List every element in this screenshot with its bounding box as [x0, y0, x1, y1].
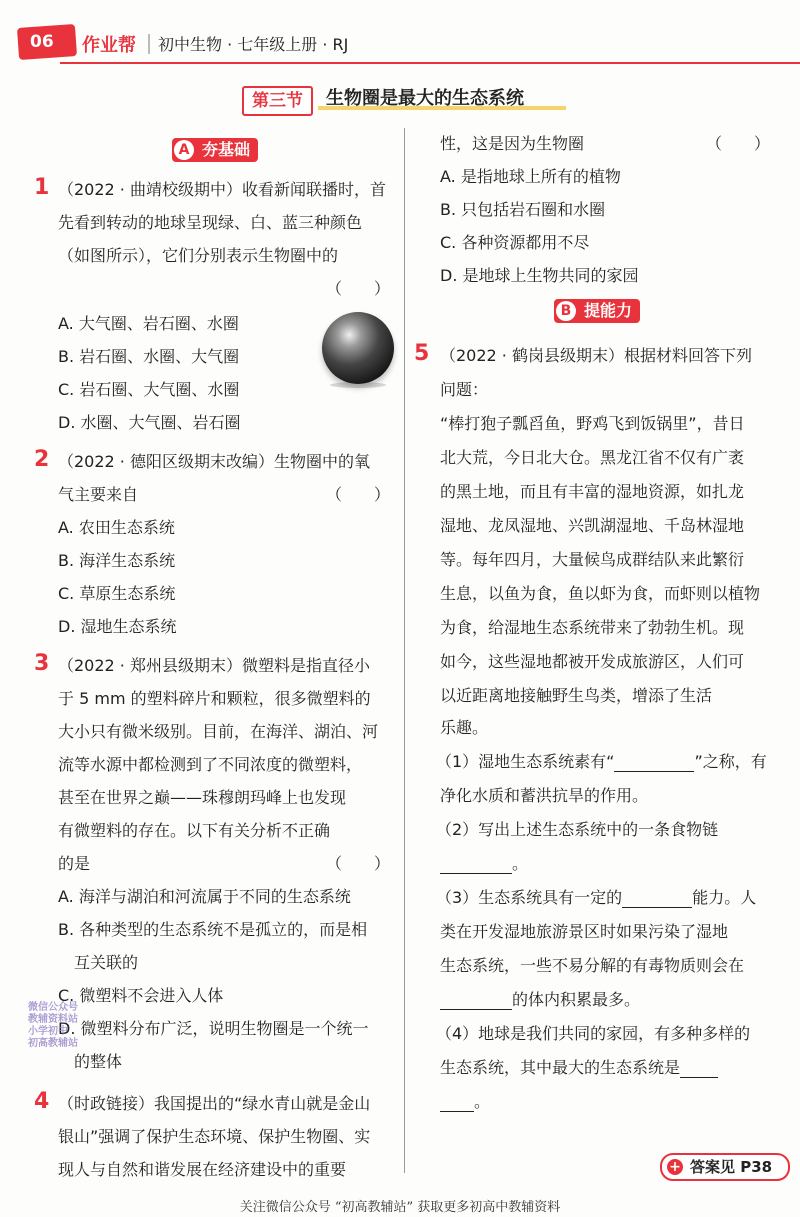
- section-badge: 第三节: [242, 86, 313, 116]
- stamp-line: 初高教辅站: [28, 1038, 78, 1049]
- level-b-label: 提能力: [584, 301, 633, 320]
- sub-4-blank-a[interactable]: [680, 1061, 718, 1078]
- question-1-line: 先看到转动的地球呈现绿、白、蓝三种颜色: [58, 213, 363, 232]
- question-1-option-d[interactable]: D. 水圈、大气圈、岩石圈: [58, 413, 241, 432]
- question-5-sub-1-cont: 净化水质和蓄洪抗旱的作用。: [440, 786, 649, 805]
- question-3-line: 流等水源中都检测到了不同浓度的微塑料，: [58, 755, 363, 774]
- level-b-letter: B: [556, 301, 576, 321]
- question-1-option-b[interactable]: B. 岩石圈、水圈、大气圈: [58, 347, 240, 366]
- question-2-option-b[interactable]: B. 海洋生态系统: [58, 551, 176, 570]
- question-5-line: 等。每年四月，大量候鸟成群结队来此繁衍: [440, 550, 745, 569]
- question-5-sub-1: [436, 752, 767, 772]
- sub-3-blank-1[interactable]: [622, 891, 692, 908]
- question-1-number: 1: [34, 175, 50, 200]
- question-5-line: 湿地、龙凤湿地、兴凯湖湿地、千岛林湿地: [440, 516, 745, 535]
- question-5-sub-4-line-last: [440, 1092, 490, 1112]
- question-5-sub-4-line: [440, 1058, 718, 1078]
- question-3-line: 甚至在世界之巅——珠穆朗玛峰上也发现: [58, 788, 347, 807]
- question-2-line: 气主要来自: [58, 485, 139, 504]
- question-5-line: 如今，这些湿地都被开发成旅游区，人们可: [440, 652, 745, 671]
- earth-image: [322, 312, 394, 384]
- question-3-line: 大小只有微米级别。目前，在海洋、湖泊、河: [58, 722, 379, 741]
- sub-1-text: （1）湿地生态系统素有“: [436, 752, 615, 771]
- question-3-option-d-cont: 的整体: [74, 1052, 123, 1071]
- question-4-line: 现人与自然和谐发展在经济建设中的重要: [58, 1160, 347, 1179]
- question-5-line: 为食，给湿地生态系统带来了勃勃生机。现: [440, 618, 745, 637]
- plus-icon: +: [667, 1159, 683, 1175]
- question-1-line: （如图所示），它们分别表示生物圈中的: [58, 246, 339, 265]
- book-title: 初中生物 · 七年级上册 · RJ: [158, 35, 349, 54]
- sub-1-text-b: ”之称，有: [694, 752, 767, 771]
- answer-reference-label: 答案见 P38: [690, 1158, 773, 1176]
- page-number: 06: [30, 32, 54, 52]
- question-1-option-c[interactable]: C. 岩石圈、大气圈、水圈: [58, 380, 240, 399]
- question-2-option-c[interactable]: C. 草原生态系统: [58, 584, 176, 603]
- section-title: 生物圈是最大的生态系统: [326, 88, 524, 109]
- question-5-sub-3-line-last: [440, 990, 640, 1010]
- header-rule: [60, 62, 800, 64]
- question-1-line: （2022 · 曲靖校级期中）收看新闻联播时，首: [58, 180, 386, 199]
- level-a-letter: A: [174, 140, 194, 160]
- question-4-answer-parens[interactable]: （ ）: [706, 134, 771, 153]
- question-5-line: 乐趣。: [440, 718, 489, 737]
- question-3-option-b[interactable]: B. 各种类型的生态系统不是孤立的，而是相: [58, 920, 368, 939]
- question-5-sub-4: （4）地球是我们共同的家园，有多种多样的: [436, 1024, 751, 1043]
- question-3-option-d[interactable]: D. 微塑料分布广泛，说明生物圈是一个统一: [58, 1019, 369, 1038]
- question-4-option-b[interactable]: B. 只包括岩石圈和水圈: [440, 200, 606, 219]
- question-4-option-d[interactable]: D. 是地球上生物共同的家园: [440, 266, 639, 285]
- sub-2-blank[interactable]: [440, 857, 512, 874]
- sub-3-text-b: 能力。人: [692, 888, 757, 907]
- question-5-sub-3: [436, 888, 756, 908]
- watermark-stamp: [28, 1002, 96, 1050]
- question-3-option-b-cont: 互关联的: [74, 953, 139, 972]
- question-5-sub-3-line: 类在开发湿地旅游景区时如果污染了湿地: [440, 922, 729, 941]
- level-a-badge: [172, 138, 258, 162]
- footer-note: 关注微信公众号 “初高教辅站” 获取更多初高中教辅资料: [239, 1200, 561, 1215]
- question-4-line-cont: 性，这是因为生物圈: [440, 134, 585, 153]
- sub-3-blank-2[interactable]: [440, 993, 512, 1010]
- question-2-option-d[interactable]: D. 湿地生态系统: [58, 617, 177, 636]
- question-5-line: （2022 · 鹤岗县级期末）根据材料回答下列: [440, 346, 752, 365]
- question-3-option-c[interactable]: C. 微塑料不会进入人体: [58, 986, 224, 1005]
- sub-4-text: 生态系统，其中最大的生态系统是: [440, 1058, 681, 1077]
- sub-4-blank-b[interactable]: [440, 1095, 474, 1112]
- question-3-line: 有微塑料的存在。以下有关分析不正确: [58, 821, 331, 840]
- question-2-number: 2: [34, 447, 50, 472]
- question-5-sub-3-line: 生态系统，一些不易分解的有毒物质则会在: [440, 956, 745, 975]
- question-2-line: （2022 · 德阳区级期末改编）生物圈中的氧: [58, 452, 370, 471]
- question-3-number: 3: [34, 651, 50, 676]
- question-1-option-a[interactable]: A. 大气圈、岩石圈、水圈: [58, 314, 239, 333]
- answer-reference-badge[interactable]: [660, 1153, 790, 1181]
- level-a-label: 夯基础: [202, 140, 251, 159]
- question-3-line: 于 5 mm 的塑料碎片和颗粒，很多微塑料的: [58, 689, 371, 708]
- column-divider: [404, 128, 405, 1173]
- brand-name: 作业帮: [82, 35, 136, 56]
- sub-3-text-e: 的体内积累最多。: [512, 990, 641, 1009]
- question-2-option-a[interactable]: A. 农田生态系统: [58, 518, 175, 537]
- question-5-line: 生息，以鱼为食，鱼以虾为食，而虾则以植物: [440, 584, 761, 603]
- question-4-number: 4: [34, 1089, 50, 1114]
- question-5-line: “棒打狍子瓢舀鱼，野鸡飞到饭锅里”，昔日: [440, 414, 745, 433]
- question-3-option-a[interactable]: A. 海洋与湖泊和河流属于不同的生态系统: [58, 887, 351, 906]
- question-5-sub-2: （2）写出上述生态系统中的一条食物链: [436, 820, 719, 839]
- question-4-option-c[interactable]: C. 各种资源都用不尽: [440, 233, 590, 252]
- stamp-line: 小学初中: [28, 1026, 68, 1037]
- stamp-line: 教辅资料站: [28, 1014, 78, 1025]
- question-4-line: （时政链接）我国提出的“绿水青山就是金山: [58, 1094, 371, 1113]
- question-3-line: （2022 · 郑州县级期末）微塑料是指直径小: [58, 656, 370, 675]
- question-5-line: 以近距离地接触野生鸟类，增添了生活: [440, 686, 713, 705]
- question-5-line: 问题：: [440, 380, 489, 399]
- question-5-sub-2-answer: [440, 854, 528, 874]
- question-5-number: 5: [414, 341, 430, 366]
- level-b-badge: [554, 299, 640, 323]
- question-4-line: 银山”强调了保护生态环境、保护生物圈、实: [58, 1127, 371, 1146]
- question-3-line: 的是: [58, 854, 91, 873]
- question-3-answer-parens[interactable]: （ ）: [326, 854, 391, 873]
- question-1-answer-parens[interactable]: （ ）: [326, 279, 391, 298]
- header-separator: [148, 34, 150, 54]
- question-5-line: 的黑土地，而且有丰富的湿地资源，如扎龙: [440, 482, 745, 501]
- sub-1-blank[interactable]: [614, 755, 694, 772]
- sub-2-period: 。: [512, 854, 529, 873]
- sub-3-text: （3）生态系统具有一定的: [436, 888, 623, 907]
- stamp-line: 微信公众号: [28, 1002, 78, 1013]
- question-2-answer-parens[interactable]: （ ）: [326, 485, 391, 504]
- sub-4-period: 。: [474, 1092, 491, 1111]
- question-5-line: 北大荒，今日北大仓。黑龙江省不仅有广袤: [440, 448, 745, 467]
- question-4-option-a[interactable]: A. 是指地球上所有的植物: [440, 167, 621, 186]
